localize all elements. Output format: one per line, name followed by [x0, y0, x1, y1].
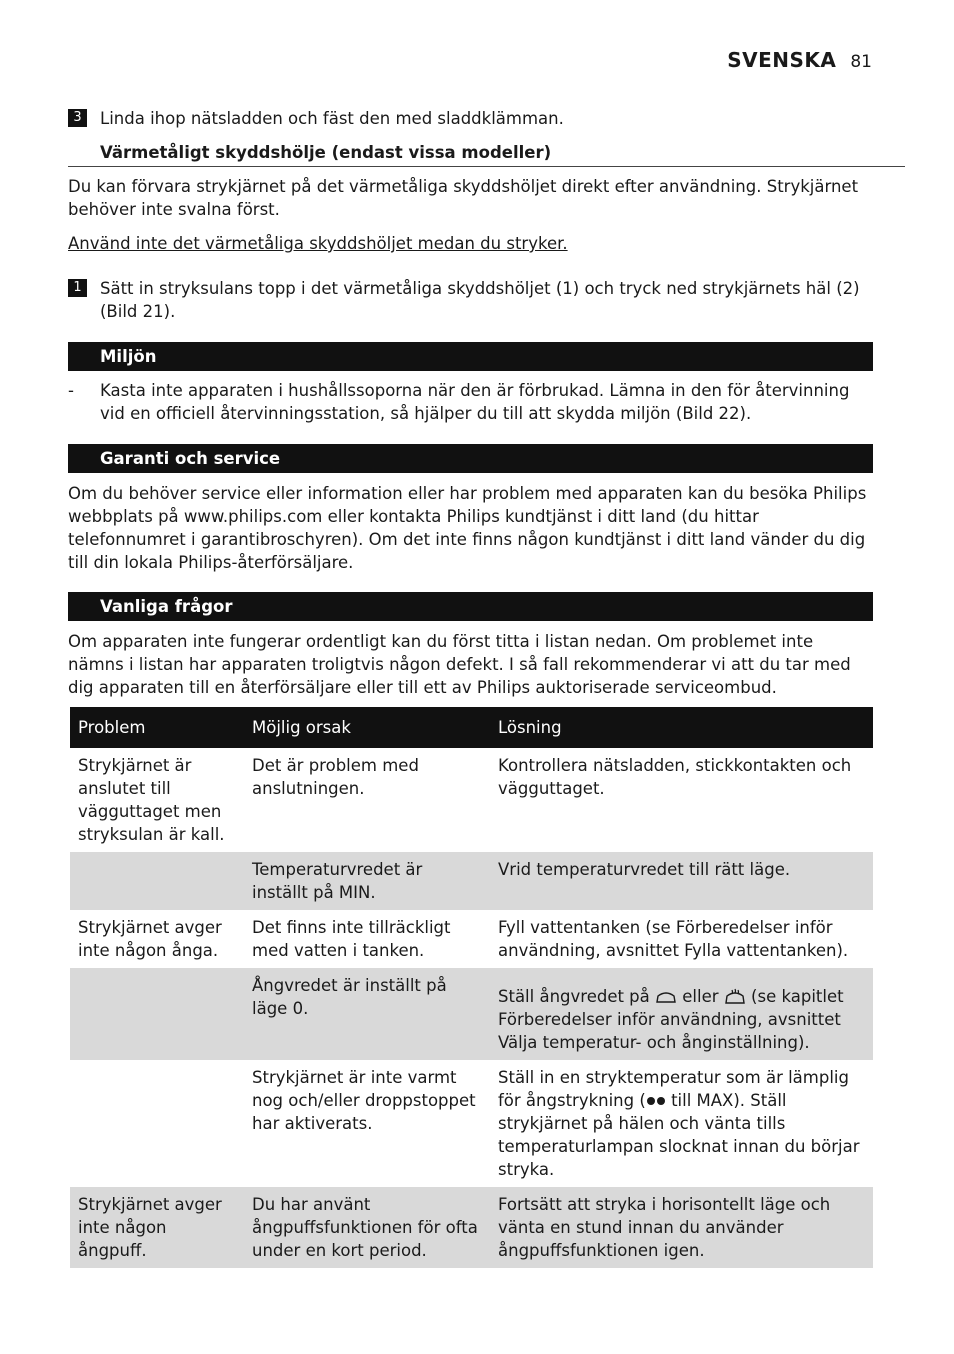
column-header-problem: Problem: [70, 707, 244, 748]
problem-cell: [70, 1060, 244, 1187]
table-row: [70, 852, 873, 910]
section-heading-faq: Vanliga frågor: [68, 592, 873, 621]
dash-bullet: -: [68, 381, 74, 400]
cause-cell: Det finns inte tillräckligt med vatten i tanken.: [252, 918, 451, 960]
problem-cell: Strykjärnet avger inte någon ångpuff.: [70, 1187, 244, 1268]
solution-cell: Fyll vattentanken (se Förberedelser inför användning, avsnittet Fylla vattentanken).: [498, 918, 849, 960]
table-row: [70, 968, 873, 1060]
solution-text: till MAX). Ställ strykjärnet på hälen och vänta tills temperaturlampan slocknat innan du börjar stryka.: [498, 1091, 860, 1179]
warning-text: Använd inte det värmetåliga skyddshöljet medan du stryker.: [68, 234, 568, 253]
table-row: [70, 748, 873, 852]
warranty-paragraph: Om du behöver service eller information eller har problem med apparaten kan du besöka Philips webbplats på www.philips.com eller kontakta Philips kundtjänst i ditt land (du hittar telefonnumret i garantibroschyren). Om det inte finns någon kundtjänst i ditt land vänder du dig till din lokala Philips-återförsäljare.: [68, 484, 867, 572]
section-heading-warranty: Garanti och service: [68, 444, 873, 473]
heat-cover-heading: Värmetåligt skyddshölje (endast vissa modeller): [68, 141, 905, 167]
table-row: [70, 1187, 873, 1268]
cause-cell: Temperaturvredet är inställt på MIN.: [244, 852, 490, 910]
problem-cell: Strykjärnet avger inte någon ånga.: [78, 918, 222, 960]
cause-cell: Ångvredet är inställt på läge 0.: [244, 968, 490, 1060]
cause-cell: Du har använt ångpuffsfunktionen för ofta under en kort period.: [244, 1187, 490, 1268]
step-number: 1: [68, 279, 87, 297]
page-header: [727, 48, 872, 72]
solution-cell: Vrid temperaturvredet till rätt läge.: [490, 852, 873, 910]
solution-text: Ställ in en stryktemperatur som är lämplig för ångstrykning (: [498, 1068, 849, 1110]
table-row: [70, 910, 873, 968]
cause-cell: Strykjärnet är inte varmt nog och/eller droppstoppet har aktiverats.: [252, 1068, 476, 1133]
steam-min-icon: [655, 990, 677, 1004]
page-number: 81: [850, 52, 872, 72]
table-row: [70, 1060, 873, 1187]
environment-text: Kasta inte apparaten i hushållssoporna när den är förbrukad. Lämna in den för återvinning vid en officiell återvinningsstation, så hjälper du till att skydda miljön (Bild 22).: [100, 381, 850, 423]
heat-cover-warning: [68, 232, 873, 255]
solution-text: (se kapitlet Förberedelser inför användning, avsnittet Välja temperatur- och ånginställning).: [498, 987, 844, 1052]
step-text: Linda ihop nätsladden och fäst den med sladdklämman.: [100, 109, 564, 128]
section-heading-environment: Miljön: [68, 342, 873, 371]
troubleshooting-table: [70, 707, 873, 1268]
temperature-dots-icon: [646, 1091, 666, 1110]
solution-text: Ställ ångvredet på: [498, 987, 650, 1006]
step-number: 3: [68, 109, 87, 127]
step-3: [68, 107, 873, 130]
problem-cell: Strykjärnet är anslutet till vägguttaget men stryksulan är kall.: [78, 756, 225, 844]
table-header-row: [70, 707, 873, 748]
solution-cell: Kontrollera nätsladden, stickkontakten och vägguttaget.: [498, 756, 852, 798]
solution-cell: [490, 1060, 873, 1187]
solution-text: eller: [682, 987, 719, 1006]
cause-cell: Det är problem med anslutningen.: [252, 756, 419, 798]
solution-cell: Fortsätt att stryka i horisontellt läge och vänta en stund innan du använder ångpuffsfunktionen igen.: [490, 1187, 873, 1268]
heat-cover-paragraph: Du kan förvara strykjärnet på det värmetåliga skyddshöljet direkt efter användning. Strykjärnet behöver inte svalna först.: [68, 177, 859, 219]
environment-item: [68, 379, 873, 425]
steam-max-icon: [724, 988, 746, 1004]
heat-cover-step-1: [68, 277, 873, 323]
column-header-cause: Möjlig orsak: [244, 707, 490, 748]
problem-cell: [70, 968, 244, 1060]
faq-intro: Om apparaten inte fungerar ordentligt kan du först titta i listan nedan. Om problemet inte nämns i listan har apparaten troligtvis någon defekt. I så fall rekommenderar vi att du tar med dig apparaten till en återförsäljare eller till ett av Philips auktoriserade serviceombud.: [68, 632, 851, 697]
step-text: Sätt in stryksulans topp i det värmetåliga skyddshöljet (1) och tryck ned strykjärnets häl (2) (Bild 21).: [100, 279, 860, 321]
column-header-solution: Lösning: [490, 707, 873, 748]
language-label: SVENSKA: [727, 48, 837, 72]
problem-cell: [70, 852, 244, 910]
solution-cell: [490, 968, 873, 1060]
